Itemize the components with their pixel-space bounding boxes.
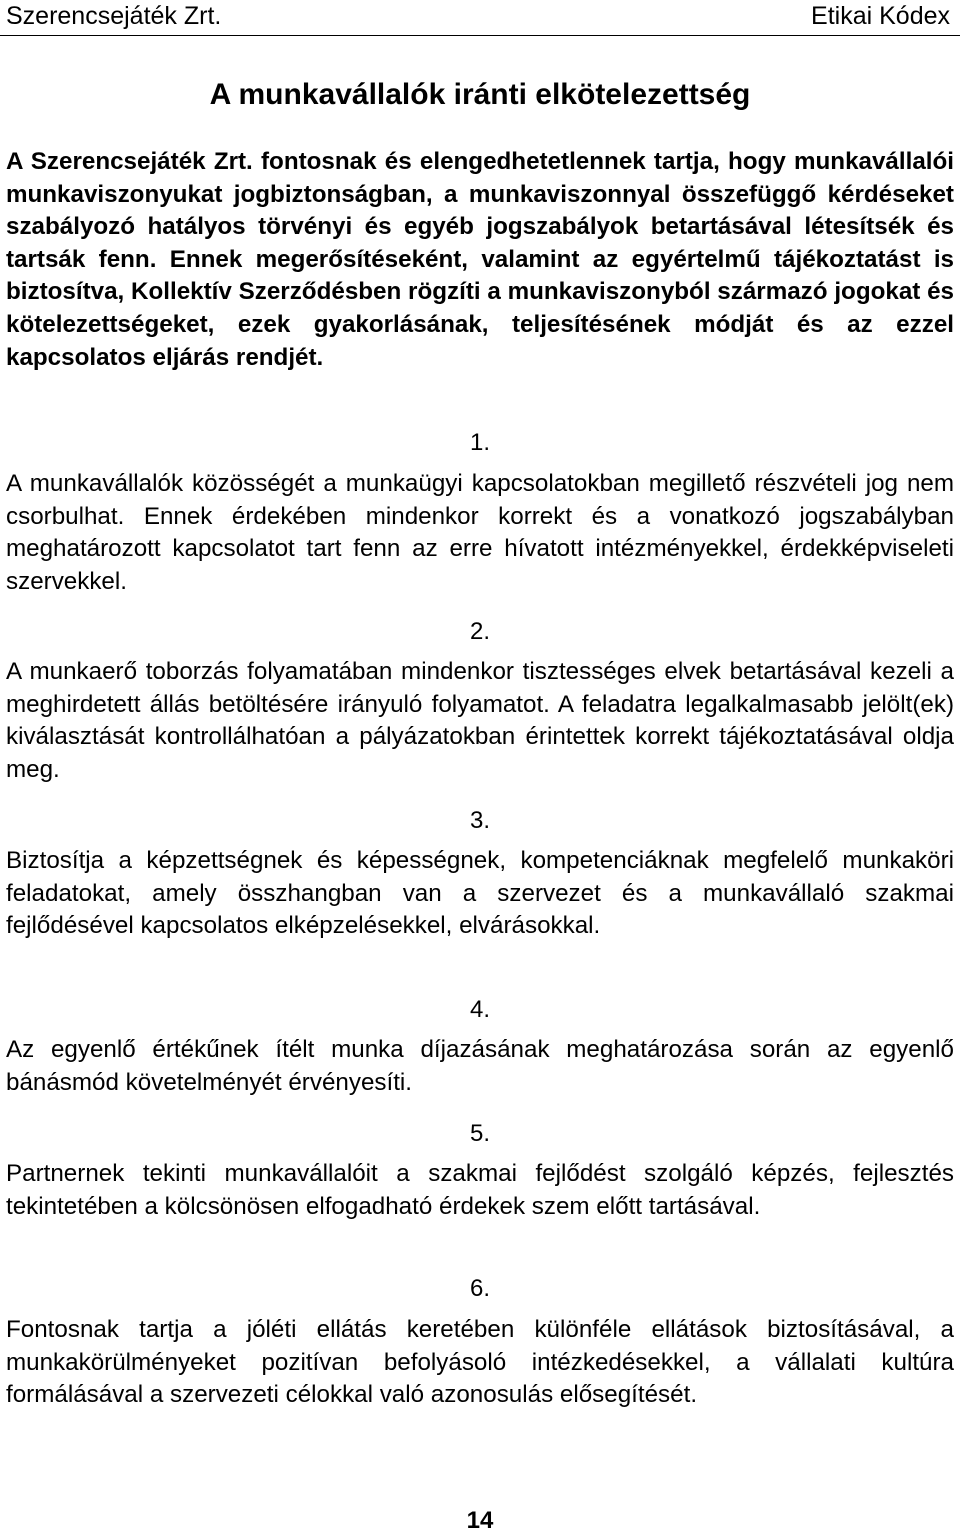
page-header bbox=[0, 0, 960, 36]
section-number-5: 5. bbox=[469, 1120, 490, 1147]
header-company: Szerencsejáték Zrt. bbox=[6, 2, 222, 30]
header-document-title: Etikai Kódex bbox=[811, 2, 950, 30]
intro-paragraph: A Szerencsejáték Zrt. fontosnak és elengedhetetlennek tartja, hogy munkavállalói munkaviszonyukat jogbiztonságban, a munkaviszonnyal összefüggő kérdéseket szabályozó hatályos törvényi és egyéb jogszabályok betartásával létesítsék és tartsák fenn. Ennek megerősítéseként, valamint az egyértelmű tájékoztatást is biztosítva, Kollektív Szerződésben rögzíti a munkaviszonyból származó jogokat és kötelezettségeket, ezek gyakorlásának, teljesítésének módját és az ezzel kapcsolatos eljárás rendjét. bbox=[6, 148, 954, 371]
section-number-2: 2. bbox=[469, 618, 490, 645]
section-text-5: Partnernek tekinti munkavállalóit a szakmai fejlődést szolgáló képzés, fejlesztés tekintetében a kölcsönösen elfogadható érdekek szem előtt tartásával. bbox=[6, 1160, 954, 1220]
section-text-2: A munkaerő toborzás folyamatában mindenkor tisztességes elvek betartásával kezeli a meghirdetett állás betöltésére irányuló folyamatot. A feladatra legalkalmasabb jelölt(ek) kiválasztását kontrollálhatóan a pályázatokban érintettek korrekt tájékoztatásával oldja meg. bbox=[6, 658, 954, 783]
section-number-3: 3. bbox=[469, 807, 490, 834]
section-text-3: Biztosítja a képzettségnek és képességnek, kompetenciáknak megfelelő munkaköri feladatokat, amely összhangban van a szervezet és a munkavállaló szakmai fejlődésével kapcsolatos elképzelésekkel, elvárásokkal. bbox=[6, 847, 954, 940]
section-number-6: 6. bbox=[469, 1275, 490, 1302]
section-title: A munkavállalók iránti elkötelezettség bbox=[209, 78, 751, 111]
section-text-1: A munkavállalók közösségét a munkaügyi kapcsolatokban megillető részvételi jog nem csorbulhat. Ennek érdekében mindenkor korrekt és a vonatkozó jogszabályban meghatározott kapcsolatot tart fenn az erre hívatott intézményekkel, érdekképviseleti szervekkel. bbox=[6, 470, 954, 595]
page-number: 14 bbox=[466, 1507, 494, 1534]
section-number-4: 4. bbox=[469, 996, 490, 1023]
section-text-4: Az egyenlő értékűnek ítélt munka díjazásának meghatározása során az egyenlő bánásmód követelményét érvényesíti. bbox=[6, 1036, 954, 1096]
section-text-6: Fontosnak tartja a jóléti ellátás keretében különféle ellátások biztosításával, a munkakörülményeket pozitívan befolyásoló intézkedésekkel, a vállalati kultúra formálásával a szervezeti célokkal való azonosulás elősegítését. bbox=[6, 1316, 954, 1409]
section-number-1: 1. bbox=[469, 429, 490, 456]
